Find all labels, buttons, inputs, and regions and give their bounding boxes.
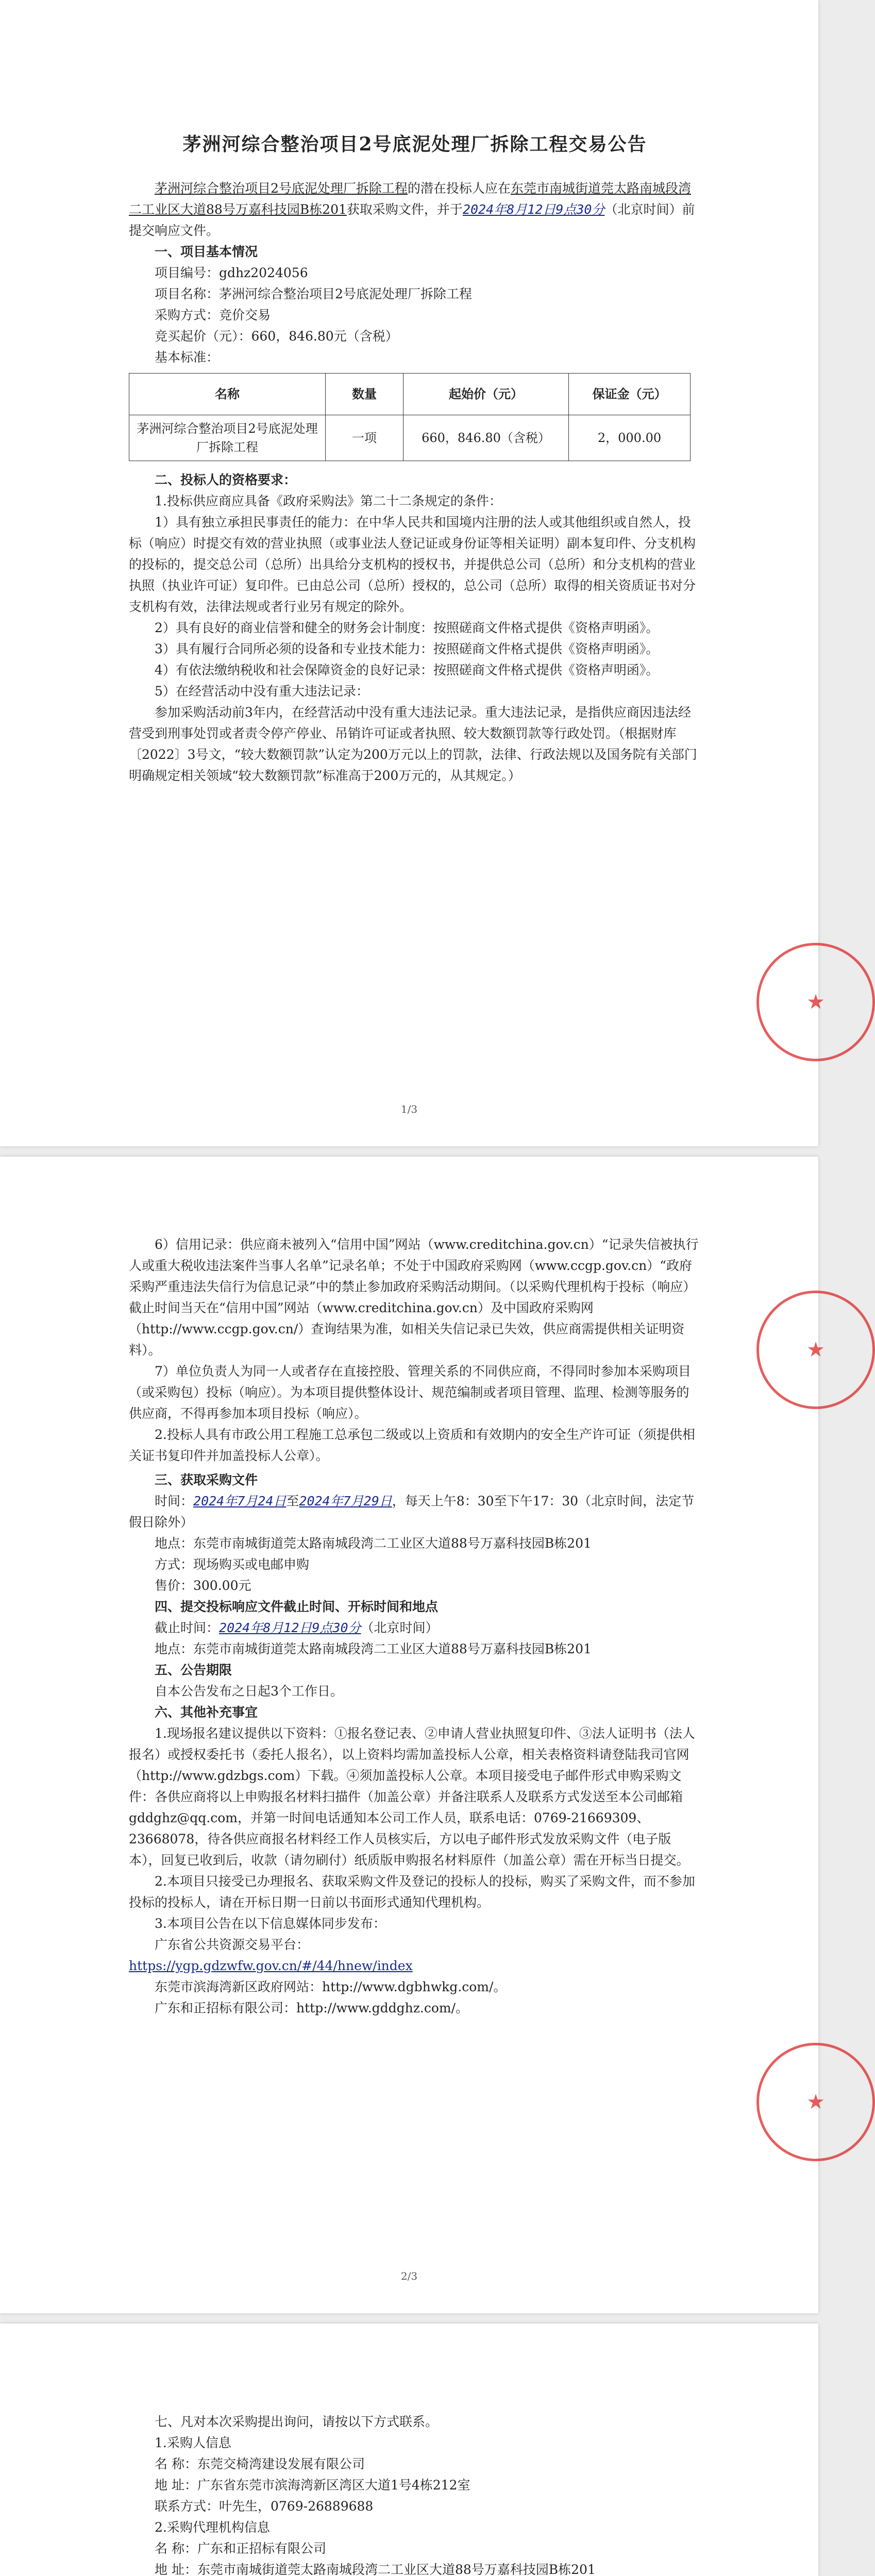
intro-text-a: 的潜在投标人应在 xyxy=(407,181,511,196)
page-1-content xyxy=(129,134,701,786)
company-seal-edge: ★ xyxy=(756,1291,875,1409)
page-3 xyxy=(0,2324,818,2576)
table-cell-price: 660，846.80（含税） xyxy=(403,415,569,461)
agent-line: 名 称：广东和正招标有限公司 xyxy=(155,2541,326,2556)
media-other: 东莞市滨海湾新区政府网站：http://www.dgbhwkg.com/。 xyxy=(155,1979,507,1994)
announcement-period: 自本公告发布之日起3个工作日。 xyxy=(155,1684,343,1699)
qualification-para: 5）在经营活动中没有重大违法记录： xyxy=(155,684,369,699)
supplement-para: 3.本项目公告在以下信息媒体同步发布： xyxy=(155,1916,386,1931)
time-suffix: ，每天上午8：30至下午17：30（北京时间，法定节假日除外） xyxy=(129,1494,695,1530)
qualification-para: 4）有依法缴纳税收和社会保障资金的良好记录：按照磋商文件格式提供《资格声明函》。 xyxy=(155,663,659,677)
qualification-para: 2.投标人具有市政公用工程施工总承包二级或以上资质和有效期内的安全生产许可证（须提供相关证书复印件并加盖投标人公章）。 xyxy=(129,1427,695,1463)
media-other: 广东和正招标有限公司：http://www.gddghz.com/。 xyxy=(155,2001,469,2015)
qualification-para: 1.投标供应商应具备《政府采购法》第二十二条规定的条件： xyxy=(155,494,502,509)
section-7-heading: 七、凡对本次采购提出询问，请按以下方式联系。 xyxy=(155,2414,439,2429)
acquisition-time xyxy=(129,1490,701,1533)
intro-paragraph xyxy=(129,178,701,241)
submission-place: 地点：东莞市南城街道莞太路南城段湾二工业区大道88号万嘉科技园B栋201 xyxy=(155,1641,592,1656)
company-seal-edge: ★ xyxy=(756,2043,875,2161)
supplement-para: 1.现场报名建议提供以下资料：①报名登记表、②申请人营业执照复印件、③法人证明书（法人报名）或授权委托书（委托人报名），以上资料均需加盖投标人公章，相关表格资料请登陆我司官网（http://www.gdzbgs.com）下载。④须加盖投标人公章。本项目接受电子邮件形式申购采购文件：各供应商将以上申购报名材料扫描件（加盖公章）并备注联系人及联系方式发送至本公司邮箱gddghz@qq.com，并第一时间电话通知本公司工作人员，联系电话：0769-21669309、23668078，待各供应商报名材料经工作人员核实后，方以电子邮件形式发放采购文件（电子版本），回复已收到后，收款（请勿刷付）纸质版申购报名材料原件（加盖公章）需在开标当日提交。 xyxy=(129,1726,695,1868)
qualification-para: 7）单位负责人为同一人或者存在直接控股、管理关系的不同供应商，不得同时参加本采购项目（或采购包）投标（响应）。为本项目提供整体设计、规范编制或者项目管理、监理、检测等服务的供应商，不得再参加本项目投标（响应）。 xyxy=(129,1364,691,1421)
project-table xyxy=(129,373,691,461)
media-line: 广东省公共资源交易平台： xyxy=(155,1937,310,1952)
basic-standard: 基本标准： xyxy=(155,350,220,365)
qualification-para: 参加采购活动前3年内，在经营活动中没有重大违法记录。重大违法记录，是指供应商因违法经营受到刑事处罚或者责令停产停业、吊销许可证或者执照、较大数额罚款等行政处罚。（根据财库〔2022〕3号文，“较大数额罚款”认定为200万元以上的罚款，法律、行政法规以及国务院有关部门明确规定相关领域“较大数额罚款”标准高于200万元的，从其规定。） xyxy=(129,705,697,783)
submission-deadline xyxy=(129,1617,701,1638)
buyer-line: 名 称：东莞交椅湾建设发展有限公司 xyxy=(155,2456,365,2471)
qualification-para: 6）信用记录：供应商未被列入“信用中国”网站（www.creditchina.gov.cn）“记录失信被执行人或重大税收违法案件当事人名单”记录名单；不处于中国政府采购网（www.ccgp.gov.cn）“政府采购严重违法失信行为信息记录”中的禁止参加政府采购活动期间。（以采购代理机构于投标（响应）截止时间当天在“信用中国”网站（www.creditchina.gov.cn）及中国政府采购网（http://www.ccgp.gov.cn/）查询结果为准，如相关失信记录已失效，供应商需提供相关证明资料）。 xyxy=(129,1237,699,1358)
page-2-content xyxy=(129,1234,701,2019)
qualification-para: 3）具有履行合同所必须的设备和专业技术能力：按照磋商文件格式提供《资格声明函》。 xyxy=(155,641,659,656)
media-link[interactable]: https://ygp.gdzwfw.gov.cn/#/44/hnew/index xyxy=(129,1958,413,1973)
qualification-para: 2）具有良好的商业信誉和健全的财务会计制度：按照磋商文件格式提供《资格声明函》。 xyxy=(155,620,659,635)
section-3-heading: 三、获取采购文件 xyxy=(155,1472,258,1487)
acquisition-method: 方式：现场购买或电邮申购 xyxy=(155,1557,310,1572)
table-header: 数量 xyxy=(326,374,403,415)
table-header: 保证金（元） xyxy=(569,374,691,415)
project-name: 项目名称：茅洲河综合整治项目2号底泥处理厂拆除工程 xyxy=(155,286,472,301)
intro-project: 茅洲河综合整治项目2号底泥处理厂拆除工程 xyxy=(155,181,408,196)
company-seal-edge: ★ xyxy=(756,943,875,1061)
time-prefix: 时间： xyxy=(155,1494,194,1509)
handwritten-end-date: 2024年7月29日 xyxy=(299,1494,392,1509)
acquisition-place: 地点：东莞市南城街道莞太路南城段湾二工业区大道88号万嘉科技园B栋201 xyxy=(155,1536,592,1551)
media-url[interactable] xyxy=(129,1955,701,1976)
buyer-line: 联系方式：叶先生，0769-26889688 xyxy=(155,2499,374,2514)
section-5-heading: 五、公告期限 xyxy=(155,1663,232,1677)
agent-heading: 2.采购代理机构信息 xyxy=(155,2520,270,2535)
section-1-heading: 一、项目基本情况 xyxy=(155,244,258,259)
acquisition-price: 售价：300.00元 xyxy=(155,1578,251,1593)
deadline-suffix: （北京时间） xyxy=(361,1620,439,1635)
time-mid: 至 xyxy=(286,1494,299,1509)
agent-line: 地 址：东莞市南城街道莞太路南城段湾二工业区大道88号万嘉科技园B栋201 xyxy=(155,2562,596,2576)
table-header: 起始价（元） xyxy=(403,374,569,415)
table-row xyxy=(129,415,691,461)
handwritten-deadline: 2024年8月12日9点30分 xyxy=(462,202,605,217)
handwritten-start-date: 2024年7月24日 xyxy=(193,1494,287,1509)
intro-location: 东莞市南城街道莞太路南城段湾二工业区大道88号万嘉科技园B栋201 xyxy=(129,181,691,217)
page-number: 2/3 xyxy=(400,2270,418,2282)
intro-text-c: （北京时间）前提交响应文件。 xyxy=(129,202,695,238)
section-1-lines xyxy=(129,262,701,368)
supplement-para: 2.本项目只接受已办理报名、获取采购文件及登记的投标人的投标，购买了采购文件，而不参加投标的投标人，请在开标日期一日前以书面形式通知代理机构。 xyxy=(129,1874,695,1910)
handwritten-submission-deadline: 2024年8月12日9点30分 xyxy=(219,1620,361,1635)
starting-price: 竞买起价（元）：660，846.80元（含税） xyxy=(155,329,398,344)
table-header-row xyxy=(129,374,691,415)
project-number: 项目编号：gdhz2024056 xyxy=(155,265,308,280)
page-3-content xyxy=(129,2411,701,2576)
section-2-heading: 二、投标人的资格要求： xyxy=(155,472,297,487)
deadline-prefix: 截止时间： xyxy=(155,1620,220,1635)
page-number: 1/3 xyxy=(400,1103,418,1115)
table-header: 名称 xyxy=(129,374,326,415)
table-cell-deposit: 2，000.00 xyxy=(569,415,691,461)
page-1 xyxy=(0,0,825,1146)
buyer-heading: 1.采购人信息 xyxy=(155,2435,231,2450)
section-4-heading: 四、提交投标响应文件截止时间、开标时间和地点 xyxy=(155,1599,439,1614)
section-6-heading: 六、其他补充事宜 xyxy=(155,1705,258,1720)
buyer-line: 地 址：广东省东莞市滨海湾新区湾区大道1号4栋212室 xyxy=(155,2478,470,2493)
table-cell-name: 茅洲河综合整治项目2号底泥处理厂拆除工程 xyxy=(129,415,326,461)
intro-text-b: 获取采购文件，并于 xyxy=(346,202,463,217)
qualification-para: 1）具有独立承担民事责任的能力：在中华人民共和国境内注册的法人或其他组织或自然人，投标（响应）时提交有效的营业执照（或事业法人登记证或身份证等相关证明）副本复印件、分支机构的投标的，提交总公司（总所）出具给分支机构的授权书，并提供总公司（总所）和分支机构的营业执照（执业许可证）复印件。已由总公司（总所）授权的，总公司（总所）取得的相关资质证书对分支机构有效，法律法规或者行业另有规定的除外。 xyxy=(129,515,696,614)
table-cell-quantity: 一项 xyxy=(326,415,403,461)
document-title: 茅洲河综合整治项目2号底泥处理厂拆除工程交易公告 xyxy=(182,133,647,155)
page-2 xyxy=(0,1157,825,2313)
procurement-method: 采购方式：竞价交易 xyxy=(155,308,271,323)
